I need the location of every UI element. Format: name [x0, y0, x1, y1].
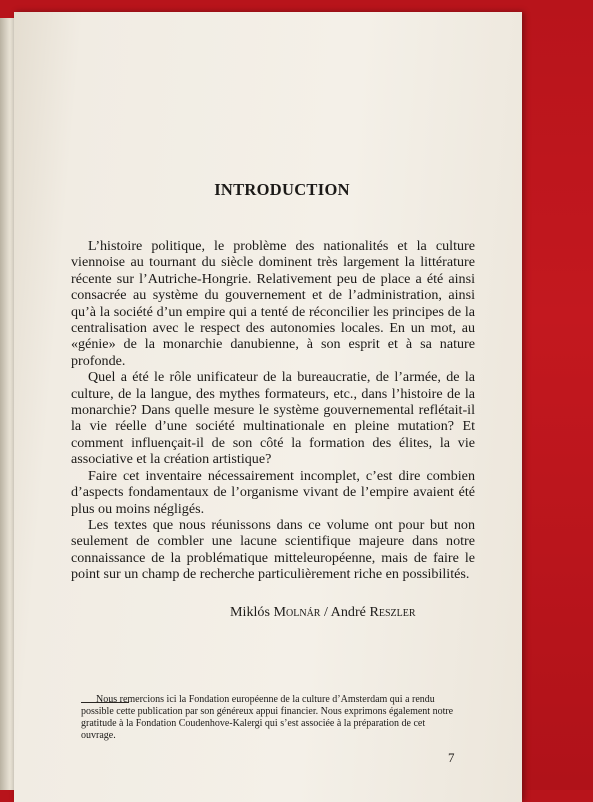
- author-2-first-name: André: [330, 604, 366, 620]
- paragraph-4: Les textes que nous réunissons dans ce volume ont pour but non seulement de combler une lacune scientifique majeure dans notre connaissance de la problématique mitteleuropéenne, mais de faire le point sur un champ de recherche particulièrement riche en possibilités.: [71, 516, 475, 583]
- footnote: Nous remercions ici la Fondation européenne de la culture d’Amsterdam qui a rendu possible cette publication par son généreux appui financier. Nous exprimons également notre gratitude à la Fondation Coudenhove-Kalergi qui s’est associée à la préparation de cet ouvrage.: [81, 694, 454, 741]
- author-2-last-name: Reszler: [369, 604, 416, 620]
- page-number: 7: [448, 750, 455, 765]
- author-signature: [230, 604, 416, 621]
- paragraph-3: Faire cet inventaire nécessairement incomplet, c’est dire combien d’aspects fondamentaux de l’organisme vivant de l’empire avaient été plus ou moins négligés.: [71, 467, 475, 517]
- author-separator: /: [324, 604, 328, 620]
- author-1-last-name: Molnár: [273, 604, 321, 620]
- paragraph-1: L’histoire politique, le problème des nationalités et la culture viennoise au tournant du siècle dominent très largement la littérature récente sur l’Autriche-Hongrie. Relativement peu de place a été ainsi consacrée au système du gouvernement et de l’administration, ainsi qu’à la société d’un empire qui a tenté de réconcilier les principes de la centralisation avec le respect des autonomies locales. En un mot, au «génie» de la monarchie danubienne, à son esprit et à sa nature profonde.: [71, 238, 475, 369]
- book-page: [14, 12, 522, 802]
- author-1-first-name: Miklós: [230, 604, 270, 620]
- page-title: INTRODUCTION: [214, 180, 350, 199]
- paragraph-2: Quel a été le rôle unificateur de la bureaucratie, de l’armée, de la culture, de la langue, des mythes formateurs, etc., dans l’histoire de la monarchie? Dans quelle mesure le système gouvernemental reflétait-il la vie réelle d’une société multinationale en pleine mutation? Et comment influençait-il de son côté la formation des élites, la vie associative et la création artistique?: [71, 369, 475, 468]
- body-text: [71, 238, 475, 583]
